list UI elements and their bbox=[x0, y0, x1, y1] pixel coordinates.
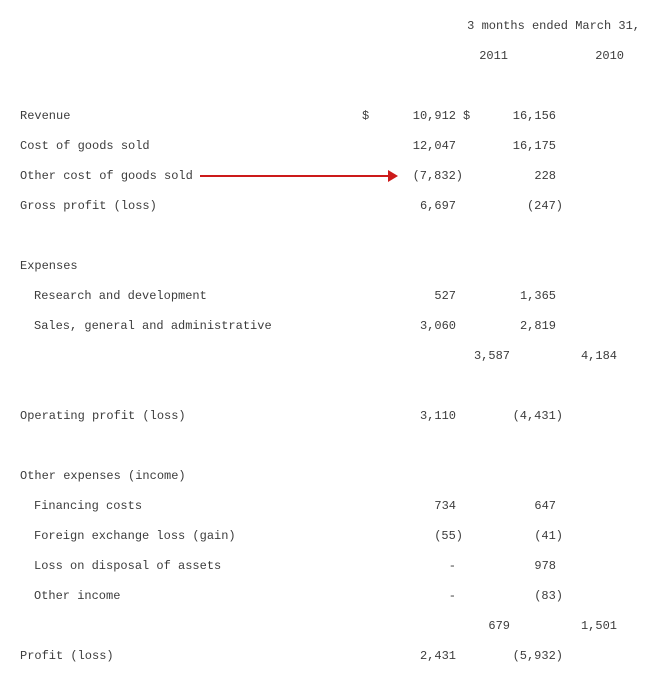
value-2011: 3,060 bbox=[419, 319, 456, 333]
currency-symbol: $ bbox=[463, 109, 471, 123]
table-row-operating-profit bbox=[0, 401, 659, 431]
period-header-row bbox=[0, 11, 659, 41]
table-row-other-expenses-total bbox=[0, 611, 659, 641]
year-header-row bbox=[0, 41, 659, 71]
value-2010: (41) bbox=[534, 529, 563, 543]
table-row-expenses-total bbox=[0, 341, 659, 371]
row-label: Research and development bbox=[34, 289, 207, 303]
value-2011: 3,110 bbox=[419, 409, 456, 423]
subtotal-2011: 679 bbox=[488, 619, 510, 633]
value-2010: 1,365 bbox=[519, 289, 556, 303]
row-label: Other cost of goods sold bbox=[20, 169, 193, 183]
subtotal-2010: 1,501 bbox=[580, 619, 617, 633]
table-row-sga bbox=[0, 311, 659, 341]
value-2011: (7,832) bbox=[412, 169, 463, 183]
table-row-gross-profit bbox=[0, 191, 659, 221]
value-2010: 228 bbox=[534, 169, 556, 183]
value-2010: (5,932) bbox=[512, 649, 563, 663]
table-row-cogs bbox=[0, 131, 659, 161]
value-2010: 16,156 bbox=[512, 109, 556, 123]
value-2010: 978 bbox=[534, 559, 556, 573]
table-row-disposal-loss bbox=[0, 551, 659, 581]
row-label: Cost of goods sold bbox=[20, 139, 150, 153]
row-label: Other income bbox=[34, 589, 121, 603]
value-2010: (83) bbox=[534, 589, 563, 603]
spacer-row bbox=[0, 71, 659, 101]
subtotal-2011: 3,587 bbox=[473, 349, 510, 363]
value-2011: - bbox=[448, 559, 456, 573]
value-2011: 6,697 bbox=[419, 199, 456, 213]
value-2010: (4,431) bbox=[512, 409, 563, 423]
section-label: Other expenses (income) bbox=[20, 469, 186, 483]
value-2010: 16,175 bbox=[512, 139, 556, 153]
table-row-fx-loss bbox=[0, 521, 659, 551]
row-label: Foreign exchange loss (gain) bbox=[34, 529, 236, 543]
section-header-expenses bbox=[0, 251, 659, 281]
table-row-financing-costs bbox=[0, 491, 659, 521]
value-2011: 2,431 bbox=[419, 649, 456, 663]
spacer-row bbox=[0, 431, 659, 461]
value-2010: 2,819 bbox=[519, 319, 556, 333]
value-2011: (55) bbox=[434, 529, 463, 543]
year-header-2011: 2011 bbox=[479, 49, 508, 63]
period-header: 3 months ended March 31, bbox=[467, 19, 640, 33]
currency-symbol: $ bbox=[362, 109, 370, 123]
value-2011: 734 bbox=[434, 499, 456, 513]
table-row-profit bbox=[0, 641, 659, 671]
row-label: Gross profit (loss) bbox=[20, 199, 157, 213]
spacer-row bbox=[0, 221, 659, 251]
value-2010: (247) bbox=[526, 199, 563, 213]
value-2011: - bbox=[448, 589, 456, 603]
value-2010: 647 bbox=[534, 499, 556, 513]
row-label: Profit (loss) bbox=[20, 649, 114, 663]
value-2011: 527 bbox=[434, 289, 456, 303]
subtotal-2010: 4,184 bbox=[580, 349, 617, 363]
table-row-other-income bbox=[0, 581, 659, 611]
spacer-row bbox=[0, 371, 659, 401]
value-2011: 12,047 bbox=[412, 139, 456, 153]
table-row-rnd bbox=[0, 281, 659, 311]
row-label: Operating profit (loss) bbox=[20, 409, 186, 423]
section-label: Expenses bbox=[20, 259, 78, 273]
year-header-2010: 2010 bbox=[595, 49, 624, 63]
row-label: Sales, general and administrative bbox=[34, 319, 272, 333]
row-label: Financing costs bbox=[34, 499, 143, 513]
table-row-other-cogs bbox=[0, 161, 659, 191]
value-2011: 10,912 bbox=[412, 109, 456, 123]
table-row-revenue bbox=[0, 101, 659, 131]
section-header-other-expenses bbox=[0, 461, 659, 491]
row-label: Revenue bbox=[20, 109, 71, 123]
annotation-arrow bbox=[200, 175, 388, 177]
row-label: Loss on disposal of assets bbox=[34, 559, 222, 573]
